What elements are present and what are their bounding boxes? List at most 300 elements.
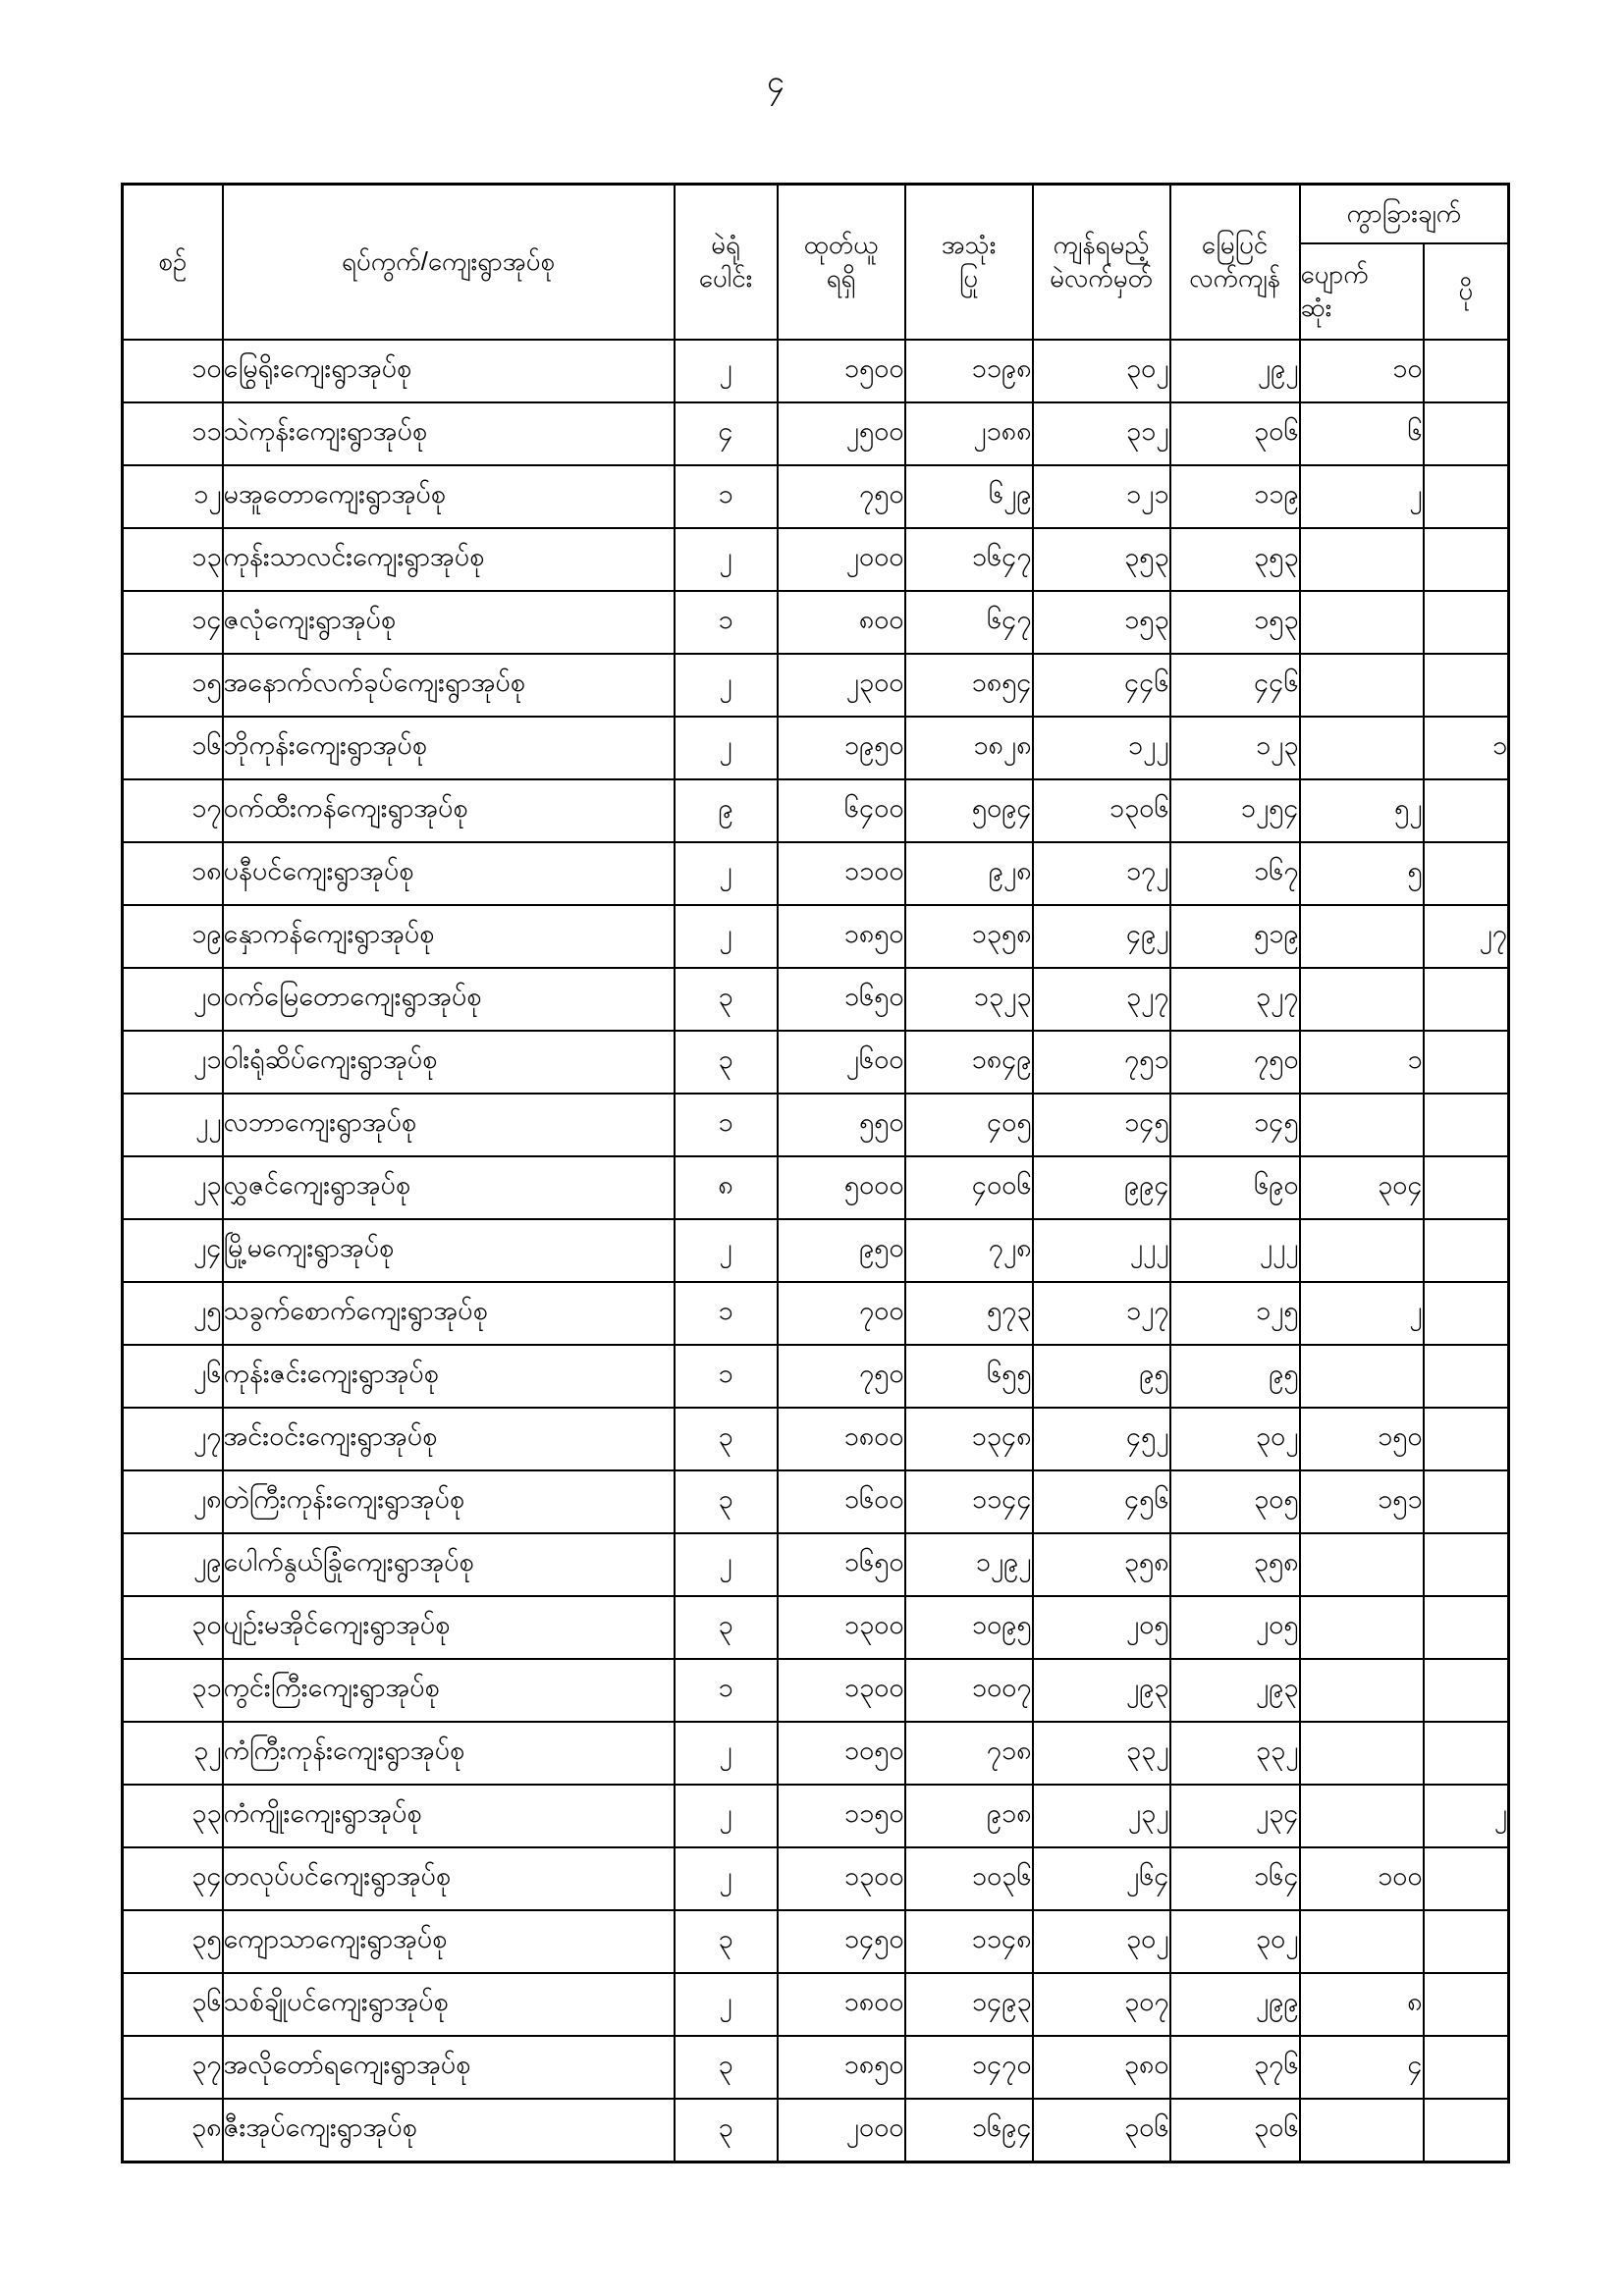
cell-received: ၇၅၀ bbox=[778, 1345, 905, 1408]
cell-used: ၁၃၂၃ bbox=[905, 968, 1033, 1031]
cell-lost bbox=[1300, 528, 1424, 591]
cell-used: ၆၄၇ bbox=[905, 591, 1033, 654]
cell-extra bbox=[1424, 1722, 1509, 1785]
cell-ground-balance: ၁၁၉ bbox=[1170, 465, 1300, 528]
cell-extra bbox=[1424, 1345, 1509, 1408]
cell-remaining: ၉၅ bbox=[1033, 1345, 1170, 1408]
cell-used: ၄၀၀၆ bbox=[905, 1156, 1033, 1219]
cell-remaining: ၂၀၅ bbox=[1033, 1596, 1170, 1659]
cell-used: ၉၁၈ bbox=[905, 1785, 1033, 1847]
table-row bbox=[123, 528, 1509, 591]
cell-village-name: ဘိုကုန်းကျေးရွာအုပ်စု bbox=[223, 717, 675, 779]
cell-polling-stations: ၃ bbox=[675, 1470, 778, 1533]
cell-received: ၅၅၀ bbox=[778, 1094, 905, 1156]
cell-extra: ၂၇ bbox=[1424, 905, 1509, 968]
cell-extra bbox=[1424, 779, 1509, 842]
cell-ground-balance: ၁၂၅၄ bbox=[1170, 779, 1300, 842]
cell-lost bbox=[1300, 1785, 1424, 1847]
col-header-used-line1: အသုံး bbox=[941, 229, 997, 259]
cell-used: ၁၄၉၃ bbox=[905, 1973, 1033, 2036]
cell-village-name: ကုန်းဇင်းကျေးရွာအုပ်စု bbox=[223, 1345, 675, 1408]
cell-serial: ၁၅ bbox=[123, 654, 223, 717]
cell-received: ၆၄၀၀ bbox=[778, 779, 905, 842]
cell-village-name: အလိုတော်ရကျေးရွာအုပ်စု bbox=[223, 2036, 675, 2099]
cell-ground-balance: ၃၂၇ bbox=[1170, 968, 1300, 1031]
table-row bbox=[123, 1282, 1509, 1345]
cell-ground-balance: ၁၂၅ bbox=[1170, 1282, 1300, 1345]
cell-polling-stations: ၃ bbox=[675, 1910, 778, 1973]
ballot-summary-table bbox=[121, 183, 1510, 2163]
cell-ground-balance: ၄၄၆ bbox=[1170, 654, 1300, 717]
cell-remaining: ၂၉၃ bbox=[1033, 1659, 1170, 1722]
cell-serial: ၂၀ bbox=[123, 968, 223, 1031]
cell-used: ၁၂၉၂ bbox=[905, 1533, 1033, 1596]
table-row bbox=[123, 968, 1509, 1031]
cell-received: ၁၈၀၀ bbox=[778, 1973, 905, 2036]
cell-extra bbox=[1424, 2099, 1509, 2163]
cell-lost: ၅၂ bbox=[1300, 779, 1424, 842]
cell-received: ၂၃၀၀ bbox=[778, 654, 905, 717]
cell-lost: ၈ bbox=[1300, 1973, 1424, 2036]
cell-received: ၁၃၀၀ bbox=[778, 1596, 905, 1659]
table-row bbox=[123, 402, 1509, 465]
cell-used: ၁၀၃၆ bbox=[905, 1847, 1033, 1910]
col-header-ground-balance bbox=[1170, 185, 1300, 340]
cell-extra bbox=[1424, 1282, 1509, 1345]
cell-lost bbox=[1300, 905, 1424, 968]
table-row bbox=[123, 1533, 1509, 1596]
cell-lost bbox=[1300, 1345, 1424, 1408]
cell-polling-stations: ၂ bbox=[675, 717, 778, 779]
cell-ground-balance: ၃၅၃ bbox=[1170, 528, 1300, 591]
cell-ground-balance: ၁၄၅ bbox=[1170, 1094, 1300, 1156]
cell-polling-stations: ၂ bbox=[675, 1973, 778, 2036]
cell-village-name: မြွေရိုးကျေးရွာအုပ်စု bbox=[223, 340, 675, 402]
cell-lost bbox=[1300, 1219, 1424, 1282]
cell-remaining: ၂၂၂ bbox=[1033, 1219, 1170, 1282]
cell-village-name: သခွက်စောက်ကျေးရွာအုပ်စု bbox=[223, 1282, 675, 1345]
cell-serial: ၁၆ bbox=[123, 717, 223, 779]
cell-lost bbox=[1300, 1533, 1424, 1596]
cell-village-name: သစ်ချိုပင်ကျေးရွာအုပ်စု bbox=[223, 1973, 675, 2036]
cell-used: ၁၈၂၈ bbox=[905, 717, 1033, 779]
cell-village-name: ကျောသာကျေးရွာအုပ်စု bbox=[223, 1910, 675, 1973]
col-header-lost bbox=[1300, 243, 1424, 340]
table-row bbox=[123, 654, 1509, 717]
table-header bbox=[123, 185, 1509, 340]
cell-received: ၁၈၅၀ bbox=[778, 2036, 905, 2099]
table-row bbox=[123, 1094, 1509, 1156]
cell-remaining: ၁၂၁ bbox=[1033, 465, 1170, 528]
cell-ground-balance: ၃၀၅ bbox=[1170, 1470, 1300, 1533]
cell-ground-balance: ၂၉၉ bbox=[1170, 1973, 1300, 2036]
cell-used: ၁၁၉၈ bbox=[905, 340, 1033, 402]
cell-used: ၁၁၄၈ bbox=[905, 1910, 1033, 1973]
cell-polling-stations: ၄ bbox=[675, 402, 778, 465]
cell-extra: ၁ bbox=[1424, 717, 1509, 779]
cell-village-name: ဝါးရုံဆိပ်ကျေးရွာအုပ်စု bbox=[223, 1031, 675, 1094]
cell-ground-balance: ၂၃၄ bbox=[1170, 1785, 1300, 1847]
cell-remaining: ၄၅၂ bbox=[1033, 1408, 1170, 1470]
cell-lost bbox=[1300, 591, 1424, 654]
cell-serial: ၁၉ bbox=[123, 905, 223, 968]
cell-remaining: ၃၀၇ bbox=[1033, 1973, 1170, 2036]
cell-used: ၁၆၄၇ bbox=[905, 528, 1033, 591]
cell-ground-balance: ၃၀၆ bbox=[1170, 402, 1300, 465]
cell-village-name: ဇီးအုပ်ကျေးရွာအုပ်စု bbox=[223, 2099, 675, 2163]
cell-remaining: ၄၄၆ bbox=[1033, 654, 1170, 717]
cell-serial: ၂၄ bbox=[123, 1219, 223, 1282]
cell-serial: ၂၆ bbox=[123, 1345, 223, 1408]
cell-village-name: ကုန်းသာလင်းကျေးရွာအုပ်စု bbox=[223, 528, 675, 591]
cell-extra bbox=[1424, 402, 1509, 465]
cell-village-name: ပေါက်နွယ်ခြုံကျေးရွာအုပ်စု bbox=[223, 1533, 675, 1596]
cell-polling-stations: ၂ bbox=[675, 1219, 778, 1282]
cell-ground-balance: ၁၂၃ bbox=[1170, 717, 1300, 779]
cell-received: ၁၈၅၀ bbox=[778, 905, 905, 968]
cell-extra bbox=[1424, 465, 1509, 528]
cell-lost bbox=[1300, 717, 1424, 779]
col-header-received-line2: ရရှိ bbox=[826, 262, 856, 293]
cell-used: ၇၁၈ bbox=[905, 1722, 1033, 1785]
cell-ground-balance: ၂၉၂ bbox=[1170, 340, 1300, 402]
cell-serial: ၂၁ bbox=[123, 1031, 223, 1094]
cell-lost: ၁ bbox=[1300, 1031, 1424, 1094]
col-header-received-line1: ထုတ်ယူ bbox=[803, 229, 879, 259]
cell-lost bbox=[1300, 1659, 1424, 1722]
cell-lost: ၁၀ bbox=[1300, 340, 1424, 402]
cell-remaining: ၂၆၄ bbox=[1033, 1847, 1170, 1910]
cell-received: ၁၈၀၀ bbox=[778, 1408, 905, 1470]
cell-remaining: ၁၂၇ bbox=[1033, 1282, 1170, 1345]
table-row bbox=[123, 2099, 1509, 2163]
cell-extra bbox=[1424, 1156, 1509, 1219]
cell-remaining: ၁၃၀၆ bbox=[1033, 779, 1170, 842]
cell-village-name: လွှဇင်ကျေးရွာအုပ်စု bbox=[223, 1156, 675, 1219]
cell-used: ၁၆၉၄ bbox=[905, 2099, 1033, 2163]
cell-polling-stations: ၁ bbox=[675, 591, 778, 654]
table-row bbox=[123, 465, 1509, 528]
cell-received: ၁၄၅၀ bbox=[778, 1910, 905, 1973]
cell-extra bbox=[1424, 1533, 1509, 1596]
col-header-used-line2: ပြု bbox=[958, 262, 979, 293]
cell-serial: ၁၄ bbox=[123, 591, 223, 654]
cell-serial: ၁၈ bbox=[123, 842, 223, 905]
cell-village-name: ဝက်ထီးကန်ကျေးရွာအုပ်စု bbox=[223, 779, 675, 842]
cell-used: ၁၀၉၅ bbox=[905, 1596, 1033, 1659]
cell-polling-stations: ၃ bbox=[675, 968, 778, 1031]
cell-village-name: လဘာကျေးရွာအုပ်စု bbox=[223, 1094, 675, 1156]
cell-extra bbox=[1424, 1659, 1509, 1722]
header-row-top bbox=[123, 185, 1509, 243]
cell-polling-stations: ၃ bbox=[675, 2036, 778, 2099]
cell-serial: ၃၁ bbox=[123, 1659, 223, 1722]
cell-used: ၁၀၀၇ bbox=[905, 1659, 1033, 1722]
cell-serial: ၂၅ bbox=[123, 1282, 223, 1345]
cell-received: ၉၅၀ bbox=[778, 1219, 905, 1282]
cell-polling-stations: ၁ bbox=[675, 1282, 778, 1345]
col-header-polling-stations-line2: ပေါင်း bbox=[698, 262, 753, 293]
cell-remaining: ၁၂၂ bbox=[1033, 717, 1170, 779]
cell-used: ၆၂၉ bbox=[905, 465, 1033, 528]
cell-remaining: ၃၅၃ bbox=[1033, 528, 1170, 591]
table-row bbox=[123, 1470, 1509, 1533]
cell-polling-stations: ၁ bbox=[675, 1659, 778, 1722]
table-row bbox=[123, 1156, 1509, 1219]
cell-extra bbox=[1424, 1973, 1509, 2036]
table-row bbox=[123, 591, 1509, 654]
cell-ground-balance: ၂၀၅ bbox=[1170, 1596, 1300, 1659]
col-header-lost-line2: ဆုံး bbox=[1300, 292, 1332, 322]
cell-village-name: တဲကြီးကုန်းကျေးရွာအုပ်စု bbox=[223, 1470, 675, 1533]
col-header-polling-stations bbox=[675, 185, 778, 340]
table-row bbox=[123, 779, 1509, 842]
cell-extra bbox=[1424, 1219, 1509, 1282]
cell-ground-balance: ၅၁၉ bbox=[1170, 905, 1300, 968]
cell-lost: ၆ bbox=[1300, 402, 1424, 465]
cell-used: ၁၈၅၄ bbox=[905, 654, 1033, 717]
cell-village-name: သဲကုန်းကျေးရွာအုပ်စု bbox=[223, 402, 675, 465]
cell-polling-stations: ၁ bbox=[675, 1345, 778, 1408]
col-header-polling-stations-line1: မဲရုံ bbox=[711, 229, 740, 259]
cell-remaining: ၄၉၂ bbox=[1033, 905, 1170, 968]
cell-ground-balance: ၂၉၃ bbox=[1170, 1659, 1300, 1722]
cell-received: ၇၀၀ bbox=[778, 1282, 905, 1345]
cell-polling-stations: ၂ bbox=[675, 1785, 778, 1847]
cell-serial: ၂၇ bbox=[123, 1408, 223, 1470]
cell-used: ၁၁၄၄ bbox=[905, 1470, 1033, 1533]
cell-ground-balance: ၂၂၂ bbox=[1170, 1219, 1300, 1282]
col-header-lost-line1: ပျောက် bbox=[1300, 258, 1369, 289]
table-row bbox=[123, 1910, 1509, 1973]
cell-received: ၁၃၀၀ bbox=[778, 1847, 905, 1910]
cell-ground-balance: ၉၅ bbox=[1170, 1345, 1300, 1408]
cell-ground-balance: ၆၉၀ bbox=[1170, 1156, 1300, 1219]
cell-extra bbox=[1424, 968, 1509, 1031]
cell-extra: ၂ bbox=[1424, 1785, 1509, 1847]
cell-received: ၁၆၅၀ bbox=[778, 1533, 905, 1596]
cell-remaining: ၃၈၀ bbox=[1033, 2036, 1170, 2099]
cell-polling-stations: ၂ bbox=[675, 1533, 778, 1596]
cell-used: ၁၃၅၈ bbox=[905, 905, 1033, 968]
cell-received: ၁၆၀၀ bbox=[778, 1470, 905, 1533]
table-row bbox=[123, 1973, 1509, 2036]
cell-extra bbox=[1424, 842, 1509, 905]
cell-extra bbox=[1424, 1031, 1509, 1094]
cell-extra bbox=[1424, 340, 1509, 402]
cell-remaining: ၉၉၄ bbox=[1033, 1156, 1170, 1219]
cell-serial: ၃၈ bbox=[123, 2099, 223, 2163]
cell-remaining: ၁၄၅ bbox=[1033, 1094, 1170, 1156]
cell-lost: ၃၀၄ bbox=[1300, 1156, 1424, 1219]
cell-used: ၂၁၈၈ bbox=[905, 402, 1033, 465]
cell-received: ၁၀၅၀ bbox=[778, 1722, 905, 1785]
cell-polling-stations: ၃ bbox=[675, 2099, 778, 2163]
cell-polling-stations: ၂ bbox=[675, 1847, 778, 1910]
cell-ground-balance: ၃၀၆ bbox=[1170, 2099, 1300, 2163]
cell-remaining: ၃၁၂ bbox=[1033, 402, 1170, 465]
cell-remaining: ၇၅၁ bbox=[1033, 1031, 1170, 1094]
cell-village-name: ဝက်မြေတောကျေးရွာအုပ်စု bbox=[223, 968, 675, 1031]
cell-village-name: အင်းဝင်းကျေးရွာအုပ်စု bbox=[223, 1408, 675, 1470]
cell-extra bbox=[1424, 1910, 1509, 1973]
cell-received: ၁၅၀၀ bbox=[778, 340, 905, 402]
cell-village-name: မြို့မကျေးရွာအုပ်စု bbox=[223, 1219, 675, 1282]
cell-remaining: ၃၀၂ bbox=[1033, 340, 1170, 402]
cell-serial: ၃၅ bbox=[123, 1910, 223, 1973]
cell-ground-balance: ၁၅၃ bbox=[1170, 591, 1300, 654]
cell-lost bbox=[1300, 968, 1424, 1031]
table-body bbox=[123, 340, 1509, 2163]
cell-remaining: ၁၅၃ bbox=[1033, 591, 1170, 654]
cell-lost bbox=[1300, 1722, 1424, 1785]
cell-remaining: ၃၃၂ bbox=[1033, 1722, 1170, 1785]
cell-received: ၁၁၅၀ bbox=[778, 1785, 905, 1847]
cell-ground-balance: ၃၃၂ bbox=[1170, 1722, 1300, 1785]
cell-village-name: နှောကန်ကျေးရွာအုပ်စု bbox=[223, 905, 675, 968]
cell-village-name: ကံကြီးကုန်းကျေးရွာအုပ်စု bbox=[223, 1722, 675, 1785]
cell-village-name: ပျဉ်းမအိုင်ကျေးရွာအုပ်စု bbox=[223, 1596, 675, 1659]
cell-ground-balance: ၃၅၈ bbox=[1170, 1533, 1300, 1596]
table-row bbox=[123, 905, 1509, 968]
col-header-remaining-line2: မဲလက်မှတ် bbox=[1050, 262, 1153, 293]
table-row bbox=[123, 717, 1509, 779]
cell-serial: ၁၇ bbox=[123, 779, 223, 842]
table-row bbox=[123, 1408, 1509, 1470]
col-header-difference-group: ကွာခြားချက် bbox=[1300, 185, 1509, 243]
cell-extra bbox=[1424, 1408, 1509, 1470]
cell-polling-stations: ၃ bbox=[675, 1031, 778, 1094]
cell-remaining: ၄၅၆ bbox=[1033, 1470, 1170, 1533]
cell-polling-stations: ၂ bbox=[675, 340, 778, 402]
cell-polling-stations: ၉ bbox=[675, 779, 778, 842]
cell-received: ၈၀၀ bbox=[778, 591, 905, 654]
cell-received: ၂၀၀၀ bbox=[778, 2099, 905, 2163]
table-row bbox=[123, 1031, 1509, 1094]
cell-ground-balance: ၃၇၆ bbox=[1170, 2036, 1300, 2099]
cell-remaining: ၃၀၆ bbox=[1033, 2099, 1170, 2163]
cell-serial: ၃၆ bbox=[123, 1973, 223, 2036]
cell-lost: ၂ bbox=[1300, 1282, 1424, 1345]
col-header-serial: စဉ် bbox=[123, 185, 223, 340]
cell-used: ၆၅၅ bbox=[905, 1345, 1033, 1408]
col-header-received bbox=[778, 185, 905, 340]
cell-used: ၇၂၈ bbox=[905, 1219, 1033, 1282]
cell-used: ၁၈၄၉ bbox=[905, 1031, 1033, 1094]
cell-serial: ၃၀ bbox=[123, 1596, 223, 1659]
cell-polling-stations: ၂ bbox=[675, 528, 778, 591]
col-header-remaining-ballots bbox=[1033, 185, 1170, 340]
cell-serial: ၂၈ bbox=[123, 1470, 223, 1533]
cell-lost: ၁၅၁ bbox=[1300, 1470, 1424, 1533]
cell-serial: ၁၀ bbox=[123, 340, 223, 402]
cell-polling-stations: ၂ bbox=[675, 1722, 778, 1785]
cell-polling-stations: ၃ bbox=[675, 1596, 778, 1659]
cell-polling-stations: ၁ bbox=[675, 1094, 778, 1156]
cell-lost bbox=[1300, 2099, 1424, 2163]
table-row bbox=[123, 1722, 1509, 1785]
table-row bbox=[123, 2036, 1509, 2099]
cell-village-name: ပနီပင်ကျေးရွာအုပ်စု bbox=[223, 842, 675, 905]
cell-received: ၂၀၀၀ bbox=[778, 528, 905, 591]
cell-used: ၉၂၈ bbox=[905, 842, 1033, 905]
cell-serial: ၁၃ bbox=[123, 528, 223, 591]
table-row bbox=[123, 1847, 1509, 1910]
cell-lost: ၁၅၀ bbox=[1300, 1408, 1424, 1470]
cell-serial: ၁၂ bbox=[123, 465, 223, 528]
cell-used: ၅၀၉၄ bbox=[905, 779, 1033, 842]
cell-lost: ၂ bbox=[1300, 465, 1424, 528]
cell-extra bbox=[1424, 1094, 1509, 1156]
cell-extra bbox=[1424, 2036, 1509, 2099]
cell-polling-stations: ၁ bbox=[675, 465, 778, 528]
cell-extra bbox=[1424, 591, 1509, 654]
cell-village-name: ဇလုံကျေးရွာအုပ်စု bbox=[223, 591, 675, 654]
cell-village-name: အနောက်လက်ခုပ်ကျေးရွာအုပ်စု bbox=[223, 654, 675, 717]
cell-received: ၁၆၅၀ bbox=[778, 968, 905, 1031]
table-row bbox=[123, 1596, 1509, 1659]
cell-serial: ၁၁ bbox=[123, 402, 223, 465]
cell-lost bbox=[1300, 1596, 1424, 1659]
cell-extra bbox=[1424, 528, 1509, 591]
cell-remaining: ၂၃၂ bbox=[1033, 1785, 1170, 1847]
cell-received: ၂၆၀၀ bbox=[778, 1031, 905, 1094]
cell-used: ၁၃၄၈ bbox=[905, 1408, 1033, 1470]
cell-serial: ၃၄ bbox=[123, 1847, 223, 1910]
page-number: ၄ bbox=[767, 64, 785, 99]
cell-lost: ၁၀၀ bbox=[1300, 1847, 1424, 1910]
cell-village-name: ကံကျိုးကျေးရွာအုပ်စု bbox=[223, 1785, 675, 1847]
cell-used: ၅၇၃ bbox=[905, 1282, 1033, 1345]
table-row bbox=[123, 1219, 1509, 1282]
cell-serial: ၃၂ bbox=[123, 1722, 223, 1785]
cell-extra bbox=[1424, 1847, 1509, 1910]
cell-received: ၁၁၀၀ bbox=[778, 842, 905, 905]
cell-polling-stations: ၈ bbox=[675, 1156, 778, 1219]
col-header-ground-line1: မြေပြင် bbox=[1201, 229, 1269, 259]
cell-polling-stations: ၂ bbox=[675, 905, 778, 968]
cell-remaining: ၃၀၂ bbox=[1033, 1910, 1170, 1973]
cell-village-name: ကွင်းကြီးကျေးရွာအုပ်စု bbox=[223, 1659, 675, 1722]
cell-village-name: မအူတောကျေးရွာအုပ်စု bbox=[223, 465, 675, 528]
col-header-extra: ပို bbox=[1424, 243, 1509, 340]
cell-used: ၄၀၅ bbox=[905, 1094, 1033, 1156]
cell-serial: ၃၇ bbox=[123, 2036, 223, 2099]
cell-lost: ၅ bbox=[1300, 842, 1424, 905]
cell-polling-stations: ၂ bbox=[675, 842, 778, 905]
cell-serial: ၂၉ bbox=[123, 1533, 223, 1596]
cell-lost bbox=[1300, 1910, 1424, 1973]
cell-ground-balance: ၃၀၂ bbox=[1170, 1910, 1300, 1973]
cell-serial: ၂၂ bbox=[123, 1094, 223, 1156]
cell-lost bbox=[1300, 1094, 1424, 1156]
table-row bbox=[123, 842, 1509, 905]
cell-received: ၁၉၅၀ bbox=[778, 717, 905, 779]
table-row bbox=[123, 340, 1509, 402]
cell-polling-stations: ၃ bbox=[675, 1408, 778, 1470]
col-header-used bbox=[905, 185, 1033, 340]
cell-received: ၁၃၀၀ bbox=[778, 1659, 905, 1722]
cell-serial: ၃၃ bbox=[123, 1785, 223, 1847]
col-header-ground-line2: လက်ကျန် bbox=[1189, 262, 1280, 293]
cell-ground-balance: ၇၅၀ bbox=[1170, 1031, 1300, 1094]
table-row bbox=[123, 1345, 1509, 1408]
cell-received: ၇၅၀ bbox=[778, 465, 905, 528]
cell-ground-balance: ၁၆၄ bbox=[1170, 1847, 1300, 1910]
cell-extra bbox=[1424, 1470, 1509, 1533]
cell-extra bbox=[1424, 1596, 1509, 1659]
cell-ground-balance: ၃၀၂ bbox=[1170, 1408, 1300, 1470]
